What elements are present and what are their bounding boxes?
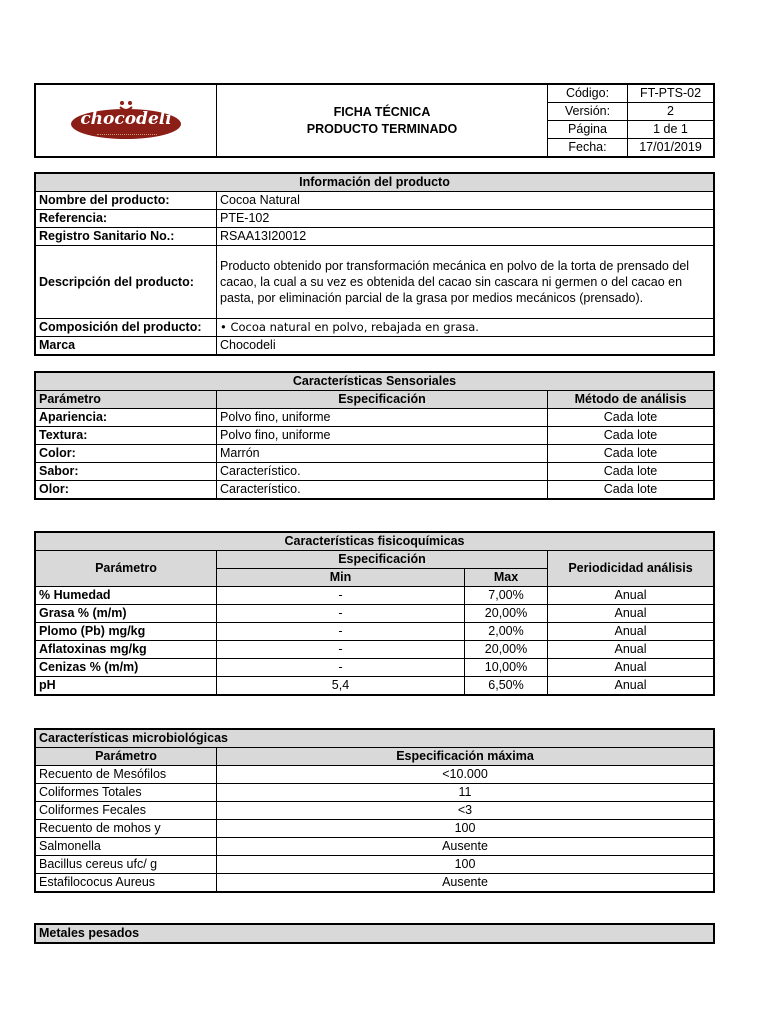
title-line-1: FICHA TÉCNICA [333,104,431,119]
period-cell: Anual [548,677,714,695]
column-header: Especificación [217,551,548,569]
table-row [36,463,714,481]
method-cell: Cada lote [548,481,714,499]
max-cell: 2,00% [465,623,548,641]
period-cell: Anual [548,623,714,641]
row-label: Descripción del producto: [36,246,217,319]
spec-cell: <10.000 [217,766,714,784]
param-cell: Salmonella [36,838,217,856]
table-row [36,659,714,677]
row-value: RSAA13I20012 [217,228,714,246]
column-header: Parámetro [36,551,217,587]
spec-cell: 100 [217,820,714,838]
meta-label: Versión: [548,103,628,121]
section-title: Características Sensoriales [36,373,714,391]
max-cell: 7,00% [465,587,548,605]
table-row [36,856,714,874]
physchem-table [35,532,714,695]
logo-underline [97,134,157,137]
spec-cell: Característico. [217,463,548,481]
meta-value: 17/01/2019 [628,139,714,157]
logo-text: chocodeli [80,108,172,129]
row-value: Chocodeli [217,337,714,355]
spec-cell: Polvo fino, uniforme [217,427,548,445]
row-label: Registro Sanitario No.: [36,228,217,246]
max-cell: 6,50% [465,677,548,695]
row-label: Nombre del producto: [36,192,217,210]
max-cell: 10,00% [465,659,548,677]
logo-cell [36,85,217,157]
table-row [36,605,714,623]
param-cell: Apariencia: [36,409,217,427]
table-row [36,838,714,856]
spec-cell: Característico. [217,481,548,499]
meta-value: FT-PTS-02 [628,85,714,103]
table-row [36,587,714,605]
row-value: PTE-102 [217,210,714,228]
section-title: Características microbiológicas [36,730,714,748]
spec-cell: Marrón [217,445,548,463]
param-cell: Coliformes Totales [36,784,217,802]
section-title: Metales pesados [36,925,714,943]
param-cell: Cenizas % (m/m) [36,659,217,677]
spec-cell: Ausente [217,874,714,892]
min-cell: - [217,605,465,623]
param-cell: pH [36,677,217,695]
param-cell: Aflatoxinas mg/kg [36,641,217,659]
param-cell: Textura: [36,427,217,445]
table-row [36,481,714,499]
min-cell: - [217,623,465,641]
column-header: Especificación máxima [217,748,714,766]
document-title [217,85,548,157]
meta-label: Código: [548,85,628,103]
min-cell: 5,4 [217,677,465,695]
table-row [36,677,714,695]
param-cell: Olor: [36,481,217,499]
param-cell: Grasa % (m/m) [36,605,217,623]
table-row [36,319,714,337]
section-title: Información del producto [36,174,714,192]
meta-label: Fecha: [548,139,628,157]
table-row [36,766,714,784]
title-line-2: PRODUCTO TERMINADO [306,121,458,136]
period-cell: Anual [548,659,714,677]
period-cell: Anual [548,641,714,659]
param-cell: Estafilococus Aureus [36,874,217,892]
product-info-table [35,173,714,355]
table-row [36,210,714,228]
param-cell: Plomo (Pb) mg/kg [36,623,217,641]
column-header: Parámetro [36,391,217,409]
meta-label: Página [548,121,628,139]
table-row [36,427,714,445]
table-row [36,623,714,641]
row-label: Referencia: [36,210,217,228]
min-cell: - [217,641,465,659]
table-row [36,641,714,659]
row-value: • Cocoa natural en polvo, rebajada en grasa. [217,319,714,337]
row-value: Cocoa Natural [217,192,714,210]
sensory-table [35,372,714,499]
table-row [36,445,714,463]
method-cell: Cada lote [548,427,714,445]
micro-table [35,729,714,892]
table-row [36,409,714,427]
table-row [36,228,714,246]
document-header [35,84,714,157]
column-header: Min [217,569,465,587]
param-cell: Recuento de Mesófilos [36,766,217,784]
metals-table [35,924,714,943]
table-row [36,246,714,319]
table-row [36,337,714,355]
row-label: Marca [36,337,217,355]
meta-value: 1 de 1 [628,121,714,139]
param-cell: Recuento de mohos y [36,820,217,838]
min-cell: - [217,587,465,605]
table-row [36,820,714,838]
param-cell: Color: [36,445,217,463]
column-header: Max [465,569,548,587]
param-cell: Coliformes Fecales [36,802,217,820]
chocodeli-logo [71,99,181,143]
max-cell: 20,00% [465,641,548,659]
min-cell: - [217,659,465,677]
method-cell: Cada lote [548,445,714,463]
max-cell: 20,00% [465,605,548,623]
period-cell: Anual [548,587,714,605]
method-cell: Cada lote [548,463,714,481]
spec-cell: <3 [217,802,714,820]
row-label: Composición del producto: [36,319,217,337]
meta-value: 2 [628,103,714,121]
column-header: Especificación [217,391,548,409]
param-cell: Sabor: [36,463,217,481]
spec-cell: Polvo fino, uniforme [217,409,548,427]
period-cell: Anual [548,605,714,623]
table-row [36,802,714,820]
spec-cell: 11 [217,784,714,802]
section-title: Características fisicoquímicas [36,533,714,551]
spec-cell: Ausente [217,838,714,856]
param-cell: Bacillus cereus ufc/ g [36,856,217,874]
product-description: Producto obtenido por transformación mecánica en polvo de la torta de prensado del cacao, la cual a su vez es obtenida del cacao sin cascara ni germen o del cacao en pasta, por eliminación parcial de la grasa por medios mecánicos (prensado). [217,246,714,319]
param-cell: % Humedad [36,587,217,605]
spec-cell: 100 [217,856,714,874]
method-cell: Cada lote [548,409,714,427]
column-header: Parámetro [36,748,217,766]
column-header: Periodicidad análisis [548,551,714,587]
table-row [36,784,714,802]
column-header: Método de análisis [548,391,714,409]
table-row [36,874,714,892]
table-row [36,192,714,210]
